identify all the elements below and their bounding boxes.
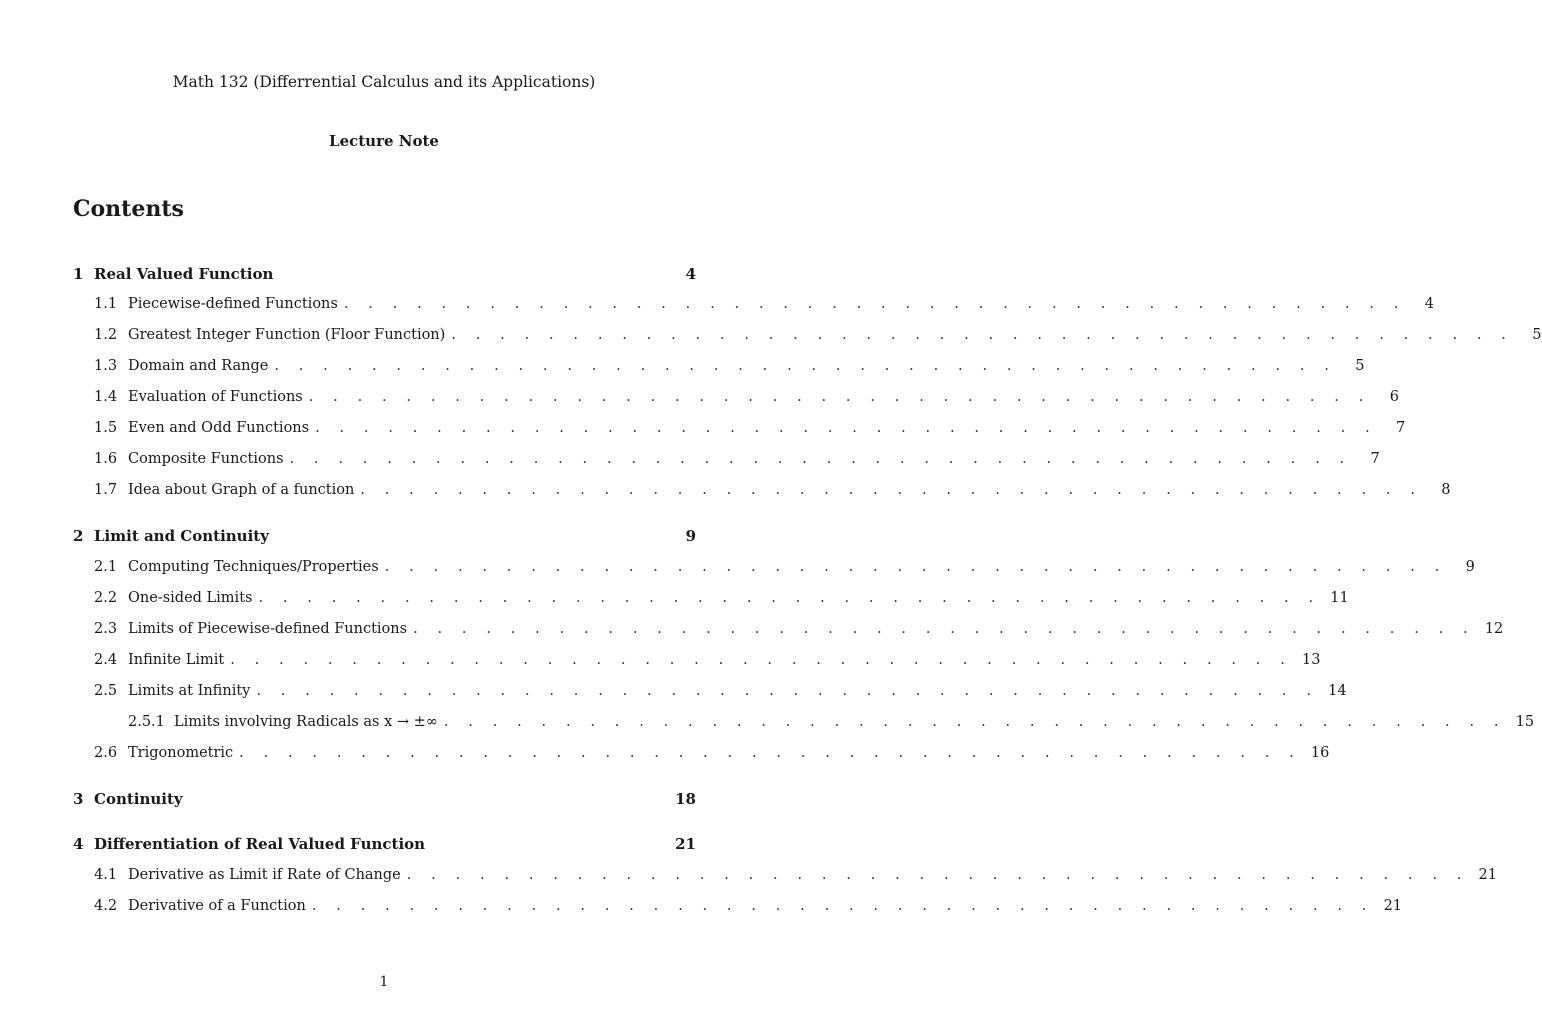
toc-label: Composite Functions [128, 451, 284, 467]
toc-number: 1.1 [94, 296, 118, 312]
toc-page: 12 [1484, 621, 1504, 637]
toc-subsection-2-6[interactable] [94, 745, 1330, 765]
toc-number: 2.4 [94, 652, 118, 668]
toc-page: 16 [1310, 745, 1330, 761]
toc-page: 18 [675, 790, 696, 808]
dot-leader: . . . . . . . . . . . . . . . . . . . . . . . . . . . . . . . . . . . . . . . . . . . . [413, 621, 1476, 637]
toc-label: Limits at Infinity [128, 683, 251, 699]
toc-subsection-1-5[interactable] [94, 420, 1406, 440]
toc-number: 4.1 [94, 867, 118, 883]
toc-number: 4.2 [94, 898, 118, 914]
toc-page: 21 [1478, 867, 1497, 883]
toc-label: Continuity [94, 790, 183, 808]
toc-label: One-sided Limits [128, 590, 253, 606]
toc-subsection-2-3[interactable] [94, 621, 1504, 641]
toc-label: Even and Odd Functions [128, 420, 310, 436]
toc-subsection-1-2[interactable] [94, 327, 1542, 347]
toc-page: 21 [1383, 898, 1403, 914]
toc-page: 21 [675, 835, 696, 853]
toc-page: 6 [1389, 389, 1399, 405]
toc-label: Differentiation of Real Valued Function [94, 835, 426, 853]
toc-number: 2.2 [94, 590, 118, 606]
toc-label: Limit and Continuity [94, 527, 269, 545]
toc-label: Real Valued Function [94, 265, 274, 283]
toc-page: 5 [1355, 358, 1365, 374]
toc-number: 1.2 [94, 327, 118, 343]
dot-leader: . . . . . . . . . . . . . . . . . . . . . . . . . . . . . . . . . . . . . . . . . . . . [274, 358, 1337, 374]
toc-number: 2.5 [94, 683, 118, 699]
toc-label: Trigonometric [128, 745, 234, 761]
dot-leader: . . . . . . . . . . . . . . . . . . . . . . . . . . . . . . . . . . . . . . . . . . . . [451, 327, 1514, 343]
toc-page: 8 [1441, 482, 1451, 498]
toc-section-3[interactable] [73, 790, 696, 810]
toc-subsection-1-4[interactable] [94, 389, 1399, 409]
toc-number: 1.4 [94, 389, 118, 405]
toc-subsubsection-2-5-1[interactable] [128, 714, 1535, 734]
toc-page: 7 [1396, 420, 1406, 436]
dot-leader: . . . . . . . . . . . . . . . . . . . . . . . . . . . . . . . . . . . . . . . . . . . . [256, 683, 1319, 699]
toc-section-1[interactable] [73, 265, 696, 285]
toc-subsection-1-7[interactable] [94, 482, 1451, 502]
toc-page: 15 [1515, 714, 1535, 730]
toc-number: 2.3 [94, 621, 118, 637]
document-title: Math 132 (Differrential Calculus and its Applications) [172, 73, 596, 91]
toc-subsection-1-3[interactable] [94, 358, 1365, 378]
toc-page: 14 [1328, 683, 1347, 699]
toc-number: 1.5 [94, 420, 118, 436]
toc-page: 9 [1465, 559, 1475, 575]
dot-leader: . . . . . . . . . . . . . . . . . . . . . . . . . . . . . . . . . . . . . . . . . . . . [289, 451, 1352, 467]
toc-page: 4 [1424, 296, 1435, 312]
toc-label: Piecewise-defined Functions [128, 296, 338, 312]
toc-number: 2.1 [94, 559, 118, 575]
dot-leader: . . . . . . . . . . . . . . . . . . . . . . . . . . . . . . . . . . . . . . . . . . . . [343, 296, 1407, 312]
dot-leader: . . . . . . . . . . . . . . . . . . . . . . . . . . . . . . . . . . . . . . . . . . . . [443, 714, 1507, 730]
contents-heading: Contents [73, 196, 184, 222]
toc-subsection-2-1[interactable] [94, 559, 1475, 579]
toc-page: 9 [685, 527, 696, 545]
toc-number: 1.7 [94, 482, 118, 498]
toc-subsection-2-2[interactable] [94, 590, 1349, 610]
toc-label: Derivative of a Function [128, 898, 306, 914]
toc-section-2[interactable] [73, 527, 696, 547]
toc-label: Limits of Piecewise-defined Functions [128, 621, 408, 637]
toc-page: 7 [1370, 451, 1380, 467]
dot-leader: . . . . . . . . . . . . . . . . . . . . . . . . . . . . . . . . . . . . . . . . . . . . [315, 420, 1378, 436]
toc-number: 1.6 [94, 451, 118, 467]
toc-label: Computing Techniques/Properties [128, 559, 379, 575]
toc-subsection-4-1[interactable] [94, 867, 1497, 887]
dot-leader: . . . . . . . . . . . . . . . . . . . . . . . . . . . . . . . . . . . . . . . . . . . . [406, 867, 1469, 883]
dot-leader: . . . . . . . . . . . . . . . . . . . . . . . . . . . . . . . . . . . . . . . . . . . . [360, 482, 1423, 498]
dot-leader: . . . . . . . . . . . . . . . . . . . . . . . . . . . . . . . . . . . . . . . . . . . . [230, 652, 1293, 668]
toc-label: Evaluation of Functions [128, 389, 303, 405]
dot-leader: . . . . . . . . . . . . . . . . . . . . . . . . . . . . . . . . . . . . . . . . . . . . [384, 559, 1447, 575]
toc-number: 2 [73, 527, 84, 545]
toc-number: 1.3 [94, 358, 118, 374]
toc-label: Derivative as Limit if Rate of Change [128, 867, 401, 883]
toc-number: 3 [73, 790, 84, 808]
toc-number: 1 [73, 265, 84, 283]
toc-number: 2.5.1 [128, 714, 165, 730]
page-number: 1 [379, 974, 389, 990]
toc-page: 11 [1330, 590, 1349, 606]
toc-page: 13 [1301, 652, 1321, 668]
document-subtitle: Lecture Note [329, 132, 439, 150]
toc-page: 5 [1532, 327, 1542, 343]
toc-label: Domain and Range [128, 358, 269, 374]
toc-subsection-1-6[interactable] [94, 451, 1380, 471]
toc-label: Limits involving Radicals as x → ±∞ [174, 714, 438, 730]
toc-label: Greatest Integer Function (Floor Function) [128, 327, 446, 343]
toc-label: Idea about Graph of a function [128, 482, 355, 498]
toc-page: 4 [685, 265, 696, 283]
toc-number: 2.6 [94, 745, 118, 761]
dot-leader: . . . . . . . . . . . . . . . . . . . . . . . . . . . . . . . . . . . . . . . . . . . . [308, 389, 1371, 405]
toc-section-4[interactable] [73, 835, 696, 855]
toc-subsection-4-2[interactable] [94, 898, 1403, 918]
dot-leader: . . . . . . . . . . . . . . . . . . . . . . . . . . . . . . . . . . . . . . . . . . . . [239, 745, 1302, 761]
toc-subsection-2-5[interactable] [94, 683, 1347, 703]
toc-subsection-1-1[interactable] [94, 296, 1435, 316]
dot-leader: . . . . . . . . . . . . . . . . . . . . . . . . . . . . . . . . . . . . . . . . . . . . [258, 590, 1321, 606]
toc-label: Infinite Limit [128, 652, 225, 668]
dot-leader: . . . . . . . . . . . . . . . . . . . . . . . . . . . . . . . . . . . . . . . . . . . . [311, 898, 1375, 914]
toc-subsection-2-4[interactable] [94, 652, 1321, 672]
toc-number: 4 [73, 835, 84, 853]
